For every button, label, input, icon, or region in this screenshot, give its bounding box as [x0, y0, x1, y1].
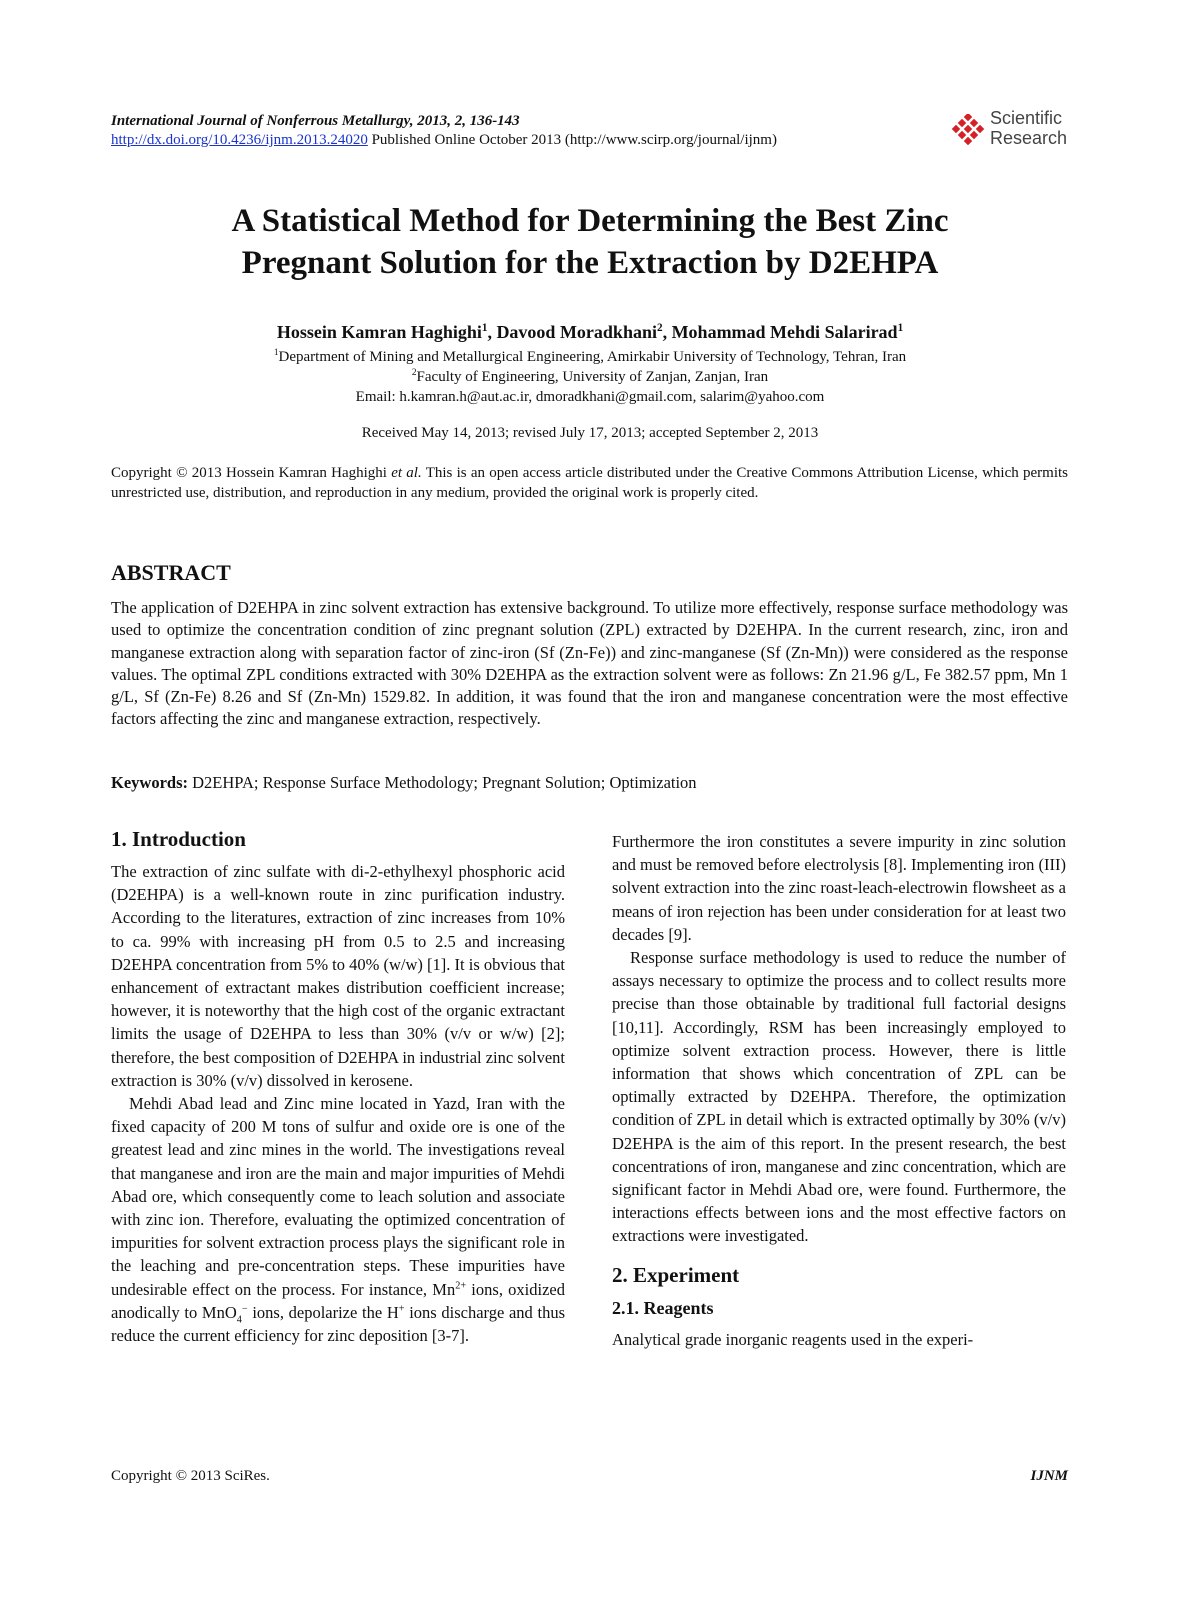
copyright-pre: Copyright © 2013 Hossein Kamran Haghighi: [111, 465, 392, 481]
permanganate-formula: MnO: [201, 1302, 237, 1322]
copyright-notice: [111, 463, 1068, 503]
affiliation-1: [100, 347, 1080, 367]
copyright-etal: et al.: [391, 465, 422, 481]
received-dates: Received May 14, 2013; revised July 17, 2013; accepted September 2, 2013: [361, 425, 819, 441]
h-charge-sup: +: [398, 1303, 405, 1315]
section-heading-introduction: 1. Introduction: [111, 827, 246, 851]
journal-citation-line: [111, 112, 777, 131]
intro-paragraph: The extraction of zinc sulfate with di-2-ethylhexyl phosphoric acid (D2EHPA) is a well-known route in zinc purification industry. According to the literatures, extraction of zinc increases from 10% to ca. 99% with increasing pH from 0.5 to 2.5 and increasing D2EHPA concentration from 5% to 40% (w/w) [1]. It is obvious that enhancement of extractant makes distribution coefficient increase; however, it is noteworthy that the high cost of the organic extractant limits the usage of D2EHPA to less than 30% (v/v or w/w) [2]; therefore, the best composition of D2EHPA in industrial zinc solvent extraction is 30% (v/v) dissolved in kerosene.: [111, 862, 565, 1090]
author-affil-mark: 1: [481, 322, 488, 334]
affiliation-text: Department of Mining and Metallurgical Engineering, Amirkabir University of Technology, Tehran, Iran: [278, 349, 907, 365]
subsection-heading-reagents: 2.1. Reagents: [612, 1297, 714, 1318]
permanganate-charge: −: [241, 1303, 248, 1315]
section-heading-experiment: 2. Experiment: [612, 1262, 740, 1287]
copyright-post: This is an open access article distributed under the Creative Commons Attribution License, which permits unrestricted use, distribution, and reproduction in any medium, provided the original work is properly cited.: [111, 465, 1068, 501]
keywords: [111, 773, 697, 793]
mn-charge-sup: 2+: [455, 1280, 467, 1292]
doi-line: [111, 131, 777, 150]
title-line-1: A Statistical Method for Determining the Best Zinc: [231, 203, 949, 239]
intro-paragraph: [111, 1092, 565, 1347]
author-list: Hossein Kamran Haghighi$^1$, Davood Moradkhani$^2$, Mohammad Mehdi Salarirad$^1$: [276, 322, 904, 342]
footer-copyright: Copyright © 2013 SciRes.: [111, 1468, 270, 1484]
abstract-heading: ABSTRACT: [111, 560, 231, 585]
reagents-paragraph: Analytical grade inorganic reagents used in the experi-: [612, 1329, 974, 1349]
intro-text: ions, oxidized anodically to: [111, 1279, 565, 1322]
author-emails: Email: h.kamran.h@aut.ac.ir, dmoradkhani@gmail.com, salarim@yahoo.com: [355, 389, 825, 405]
scientific-research-logo: [950, 108, 1070, 154]
intro-paragraph: Furthermore the iron constitutes a severe impurity in zinc solution and must be removed before electrolysis [8]. Implementing iron (III) solvent extraction into the zinc roast-leach-electrowin flowsheet as a means of iron rejection has been under consideration for at least two decades [9].: [612, 832, 1066, 944]
affiliation-mark: 1: [273, 348, 279, 358]
intro-text: Mehdi Abad lead and Zinc mine located in Yazd, Iran with the fixed capacity of 200 M tons of sulfur and oxide ore is one of the greatest lead and zinc mines in the world. The investigations reveal that manganese and iron are the main and major impurities of Mehdi Abad ore, which consequently come to leach solution and associate with zinc ion. Therefore, evaluating the optimized concentration of impurities for solvent extraction process plays the significant role in the leaching and pre-concentration steps. These impurities have undesirable effect on the process. For instance, Mn: [111, 1094, 565, 1299]
author-name: Hossein Kamran Haghighi: [276, 322, 482, 342]
author-name: Davood Moradkhani: [496, 322, 657, 342]
logo-diamond-icon: [950, 114, 986, 148]
author-name: Mohammad Mehdi Salarirad: [671, 322, 898, 342]
journal-header: [111, 112, 777, 150]
author-affil-mark: 1: [897, 322, 904, 334]
right-column: [612, 830, 1066, 1351]
keywords-text: D2EHPA; Response Surface Methodology; Pregnant Solution; Optimization: [188, 773, 697, 792]
journal-volume: , 2013, 2, 136-143: [409, 113, 520, 129]
affiliations: [100, 347, 1080, 407]
logo-line-2: Research: [990, 128, 1068, 148]
intro-paragraph: Response surface methodology is used to reduce the number of assays necessary to optimize the process and to collect results more precise than those obtainable by traditional full factorial designs [10,11]. Accordingly, RSM has been increasingly employed to optimize solvent extraction process. However, there is little information that shows which concentration of ZPL can be optimally extracted by D2EHPA. Therefore, the optimization condition of ZPL in detail which is extracted optimally by 30% (v/v) D2EHPA is the aim of this report. In the present research, the best concentrations of iron, manganese and zinc concentration, which are significant factor in Mehdi Abad ore, were found. Furthermore, the interactions effects between ions and the most effective factors on extractions were investigated.: [612, 948, 1066, 1246]
left-column: [111, 826, 565, 1347]
journal-name: International Journal of Nonferrous Metallurgy: [111, 113, 410, 129]
logo-line-1: Scientific: [990, 108, 1063, 128]
published-online-text: Published Online October 2013 (http://www.scirp.org/journal/ijnm): [367, 132, 777, 148]
intro-text: ions, depolarize the H: [247, 1302, 399, 1322]
paper-title: [100, 200, 1080, 284]
author-affil-mark: 2: [656, 322, 663, 334]
logo-text: [990, 108, 1067, 148]
permanganate-subscript: 4: [236, 1314, 242, 1326]
title-line-2: Pregnant Solution for the Extraction by D2EHPA: [241, 245, 939, 281]
intro-text: ions discharge and thus reduce the current efficiency for zinc deposition [3-7].: [111, 1302, 565, 1346]
affiliation-text: Faculty of Engineering, University of Zanjan, Zanjan, Iran: [416, 369, 769, 385]
affiliation-2: [100, 367, 1080, 387]
footer-journal-abbrev: IJNM: [1030, 1468, 1068, 1484]
affiliation-mark: 2: [411, 368, 417, 378]
doi-link[interactable]: http://dx.doi.org/10.4236/ijnm.2013.24020: [111, 132, 368, 148]
abstract-text: The application of D2EHPA in zinc solvent extraction has extensive background. To utilize more effectively, response surface methodology was used to optimize the concentration condition of zinc pregnant solution (ZPL) extracted by D2EHPA. In the current research, zinc, iron and manganese extraction along with separation factor of zinc-iron (Sf (Zn-Fe)) and zinc-manganese (Sf (Zn-Mn)) were considered as the response values. The optimal ZPL conditions extracted with 30% D2EHPA as the extraction solvent were as follows: Zn 21.96 g/L, Fe 382.57 ppm, Mn 1 g/L, Sf (Zn-Fe) 8.26 and Sf (Zn-Mn) 1529.82. In addition, it was found that the iron and manganese concentration were the most effective factors affecting the zinc and manganese extraction, respectively.: [111, 598, 1068, 729]
keywords-label: Keywords:: [111, 773, 188, 792]
